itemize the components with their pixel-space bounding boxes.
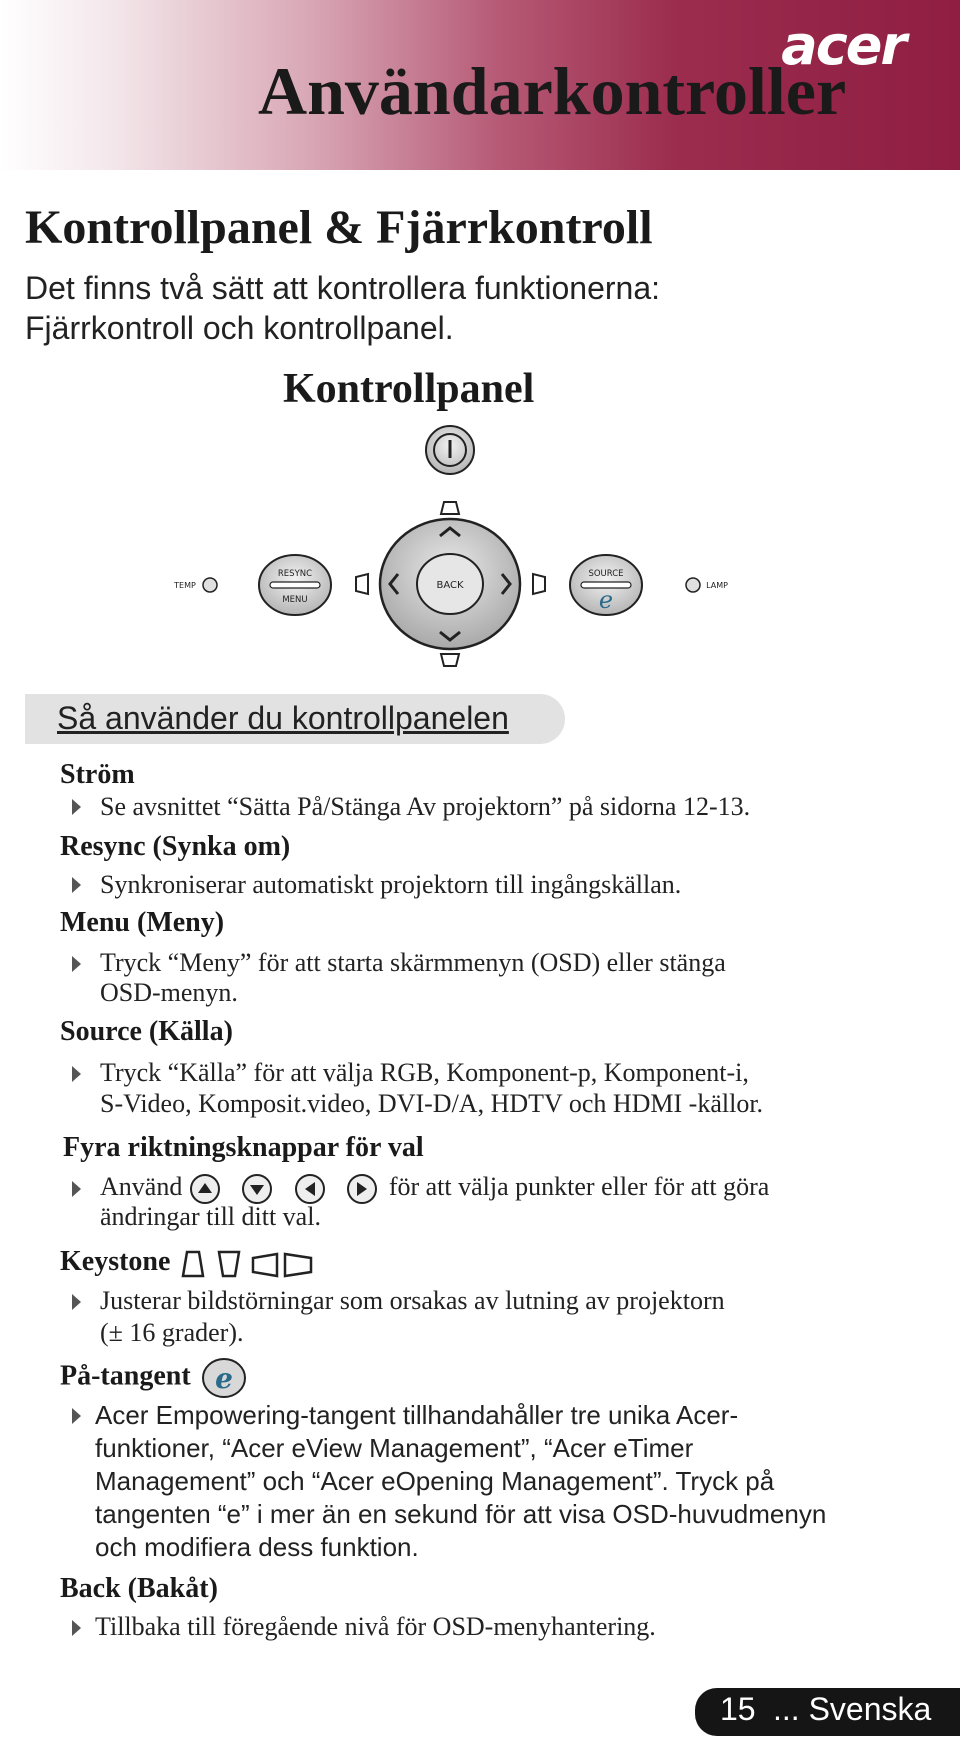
- bullet-icon: [72, 1294, 91, 1310]
- panel-heading: Kontrollpanel: [283, 366, 535, 412]
- back-heading: Back (Bakåt): [60, 1573, 218, 1604]
- intro-line-2: Fjärrkontroll och kontrollpanel.: [25, 310, 454, 346]
- footer-language: ... Svenska: [773, 1691, 932, 1727]
- keystone-down-icon[interactable]: [441, 654, 459, 666]
- temp-indicator: [203, 578, 217, 592]
- arrows-heading: Fyra riktningsknappar för val: [63, 1132, 424, 1163]
- e-key-heading-text: På-tangent: [60, 1360, 191, 1392]
- source-heading: Source (Källa): [60, 1016, 233, 1047]
- keystone-left-shape-icon: [253, 1254, 277, 1276]
- menu-text-line-2: OSD-menyn.: [100, 978, 238, 1007]
- e-key-heading: [60, 1356, 248, 1400]
- section-title: Kontrollpanel & Fjärrkontroll: [25, 201, 653, 254]
- keystone-icons: [177, 1248, 317, 1280]
- source-text-line-2: S-Video, Komposit.video, DVI-D/A, HDTV och HDMI -källor.: [100, 1089, 764, 1118]
- usage-title: Så använder du kontrollpanelen: [57, 700, 509, 736]
- keystone-up-icon[interactable]: [441, 502, 459, 514]
- resync-heading: Resync (Synka om): [60, 831, 291, 862]
- resync-label: RESYNC: [277, 569, 313, 579]
- lamp-label: LAMP: [706, 581, 728, 590]
- e-key-text-line-5: och modifiera dess funktion.: [95, 1532, 419, 1562]
- page-title: Användarkontroller: [258, 53, 847, 129]
- temp-label: TEMP: [174, 581, 196, 590]
- arrows-text-prefix: Använd: [100, 1172, 183, 1201]
- keystone-left-icon[interactable]: [356, 574, 368, 594]
- intro-line-1: Det finns två sätt att kontrollera funktionerna:: [25, 270, 660, 306]
- lamp-indicator: [686, 578, 700, 592]
- bullet-icon: [72, 799, 91, 815]
- menu-heading: Menu (Meny): [60, 907, 225, 938]
- acer-logo: acer: [781, 14, 905, 77]
- bullet-icon: [72, 956, 91, 972]
- menu-text-line-1: Tryck “Meny” för att starta skärmmenyn (OSD) eller stänga: [100, 948, 726, 977]
- arrows-text-line-2: ändringar till ditt val.: [100, 1202, 321, 1231]
- keystone-right-icon[interactable]: [533, 574, 545, 594]
- back-button-label[interactable]: BACK: [436, 580, 464, 591]
- keystone-text-line-1: Justerar bildstörningar som orsakas av lutning av projektorn: [100, 1286, 725, 1315]
- e-key-text-line-1: Acer Empowering-tangent tillhandahåller tre unika Acer-: [95, 1400, 739, 1430]
- power-text: Se avsnittet “Sätta På/Stänga Av projektorn” på sidorna 12-13.: [100, 792, 751, 821]
- keystone-text-line-2: (± 16 grader).: [100, 1318, 244, 1347]
- menu-label: MENU: [282, 595, 308, 605]
- e-key-icon: [198, 1356, 248, 1400]
- power-heading: Ström: [60, 759, 135, 790]
- keystone-heading: [60, 1246, 317, 1280]
- e-key-icon: e: [598, 586, 614, 614]
- e-key-glyph: e: [214, 1362, 233, 1395]
- resync-text: Synkroniserar automatiskt projektorn till ingångskällan.: [100, 870, 682, 899]
- control-panel-diagram: [150, 420, 770, 680]
- e-key-text-line-2: funktioner, “Acer eView Management”, “Acer eTimer: [95, 1433, 694, 1463]
- bullet-icon: [72, 1181, 91, 1197]
- keystone-right-shape-icon: [285, 1254, 311, 1276]
- keystone-bottom-icon: [219, 1252, 239, 1276]
- e-key-text-line-4: tangenten “e” i mer än en sekund för att visa OSD-huvudmenyn: [95, 1499, 827, 1529]
- resync-menu-button[interactable]: [259, 555, 331, 615]
- e-key-text-line-3: Management” och “Acer eOpening Management”. Tryck på: [95, 1466, 775, 1496]
- page-number: 15: [720, 1691, 756, 1727]
- bullet-icon: [72, 1408, 91, 1424]
- bullet-icon: [72, 877, 91, 893]
- bullet-icon: [72, 1620, 91, 1636]
- back-text: Tillbaka till föregående nivå för OSD-menyhantering.: [95, 1612, 656, 1641]
- intro-text: [25, 268, 660, 348]
- right-arrow-button-icon: [336, 1173, 382, 1205]
- bullet-icon: [72, 1066, 91, 1082]
- keystone-top-icon: [183, 1252, 203, 1276]
- arrows-text-line-1: [100, 1171, 769, 1205]
- source-label: SOURCE: [588, 569, 624, 579]
- arrows-text-suffix: för att välja punkter eller för att göra: [388, 1172, 770, 1201]
- keystone-heading-text: Keystone: [60, 1246, 171, 1277]
- source-text-line-1: Tryck “Källa” för att välja RGB, Komponent-p, Komponent-i,: [100, 1058, 749, 1087]
- power-button[interactable]: [426, 426, 474, 474]
